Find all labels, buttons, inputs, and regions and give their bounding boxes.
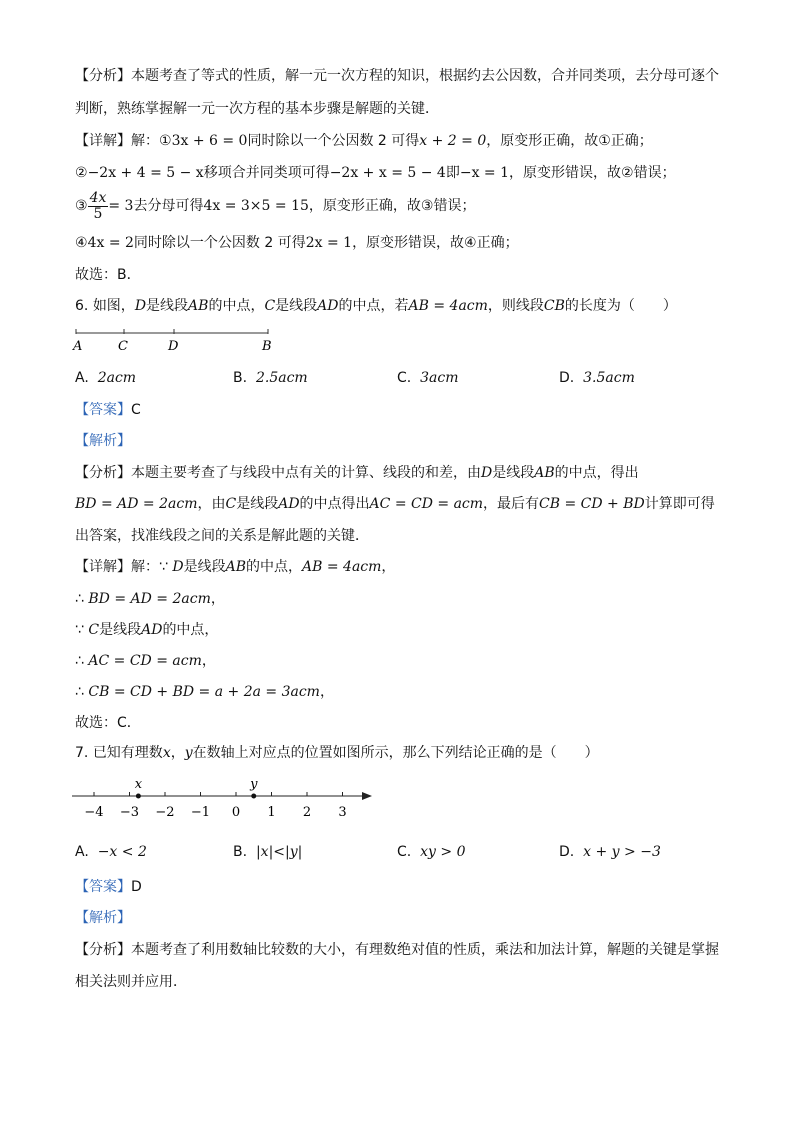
q6-analysis-line-1 <box>75 463 639 483</box>
text: 的长度为（ ） <box>564 298 677 314</box>
q6-detail-line-2 <box>75 589 225 609</box>
q7-parse-tag <box>75 908 131 928</box>
option-value: x + y > −3 <box>583 844 661 860</box>
q6-parse-tag <box>75 431 131 451</box>
choose-line <box>75 265 141 285</box>
equation: −2x + 4 = 5 − x <box>87 165 204 181</box>
text: ，则线段 <box>487 298 544 314</box>
math: AB <box>188 298 209 314</box>
text: 的中点，得出 <box>554 465 639 481</box>
because-symbol: ∵ <box>159 559 168 575</box>
equation: −2x + x = 5 − 4 <box>329 165 446 181</box>
math: x <box>162 745 171 761</box>
axis-tick-label: −3 <box>119 805 140 820</box>
analysis-text: 本题考查了等式的性质，解一元一次方程的知识，根据约去公因数，合并同类项，去分母可逐个 <box>131 68 719 84</box>
equation: CB = CD + BD <box>539 496 645 512</box>
q6-detail-line-5 <box>75 682 334 702</box>
segment-figure <box>70 326 290 358</box>
detail-line-2 <box>75 163 676 183</box>
text: 的中点，若 <box>338 298 409 314</box>
equation: −x = 1 <box>459 165 510 181</box>
axis-tick-label: 1 <box>267 805 276 820</box>
label-b: B <box>262 339 272 354</box>
analysis-tag: 【分析】 <box>75 942 131 958</box>
text: ， <box>170 745 185 761</box>
equation: AB = 4acm <box>408 298 488 314</box>
point-y-label: y <box>250 777 258 792</box>
text: ，最后有 <box>483 496 540 512</box>
text: ，原变形错误，故④正确； <box>352 235 519 251</box>
math: AD <box>317 298 339 314</box>
q6-analysis-line-2 <box>75 494 715 514</box>
math: D <box>481 465 493 481</box>
option-value: xy > 0 <box>420 844 466 860</box>
equation: CB = CD + BD = a + 2a = 3acm <box>88 684 320 700</box>
q6-answer <box>75 400 141 420</box>
answer-value: C <box>131 402 141 418</box>
math: C <box>88 622 100 638</box>
equation: 4x = 2 <box>87 235 134 251</box>
axis-tick-label: −4 <box>84 805 104 820</box>
text: ， <box>210 591 225 607</box>
option-letter: A. <box>75 844 89 860</box>
text: 是线段 <box>275 298 318 314</box>
text: 计算即可得 <box>644 496 715 512</box>
math: CB <box>543 298 565 314</box>
axis-tick-label: −1 <box>190 805 211 820</box>
equation: x + 2 = 0 <box>419 133 487 149</box>
option-letter: A. <box>75 370 89 386</box>
text: 的中点， <box>162 622 219 638</box>
option-value: 3acm <box>420 370 459 386</box>
detail-tag: 【详解】 <box>75 133 131 149</box>
axis-points <box>135 777 258 799</box>
q6-option-c[interactable] <box>397 368 459 388</box>
option-letter: B. <box>233 844 248 860</box>
choose-text: 故选：C． <box>75 715 141 731</box>
option-letter: C. <box>397 844 412 860</box>
detail-line-4 <box>75 233 519 253</box>
therefore-symbol: ∴ <box>75 653 84 669</box>
equation: 3x + 6 = 0 <box>171 133 248 149</box>
because-symbol: ∵ <box>75 622 84 638</box>
text: 出答案，找准线段之间的关系是解此题的关键． <box>75 528 369 544</box>
axis-arrow <box>362 792 372 800</box>
text: 本题考查了利用数轴比较数的大小，有理数绝对值的性质，乘法和加法计算，解题的关键是掌握 <box>131 942 719 958</box>
q6-detail-line-1 <box>75 557 395 577</box>
q6-option-b[interactable] <box>233 368 308 388</box>
q6-detail-line-4 <box>75 651 216 671</box>
q7-option-d[interactable] <box>559 842 661 862</box>
therefore-symbol: ∴ <box>75 684 84 700</box>
q7-option-b[interactable] <box>233 842 302 862</box>
q7-option-c[interactable] <box>397 842 465 862</box>
text: ， <box>381 559 396 575</box>
text: 去分母可得 <box>133 198 204 214</box>
fraction <box>88 191 109 222</box>
text: 移项合并同类项可得 <box>203 165 330 181</box>
analysis-tag: 【分析】 <box>75 465 131 481</box>
text: 即 <box>445 165 460 181</box>
equation: 2x = 1 <box>305 235 353 251</box>
question-6 <box>75 296 677 316</box>
parse-tag: 【解析】 <box>75 433 131 449</box>
option-value: −x < 2 <box>97 844 147 860</box>
q7-analysis-line-2 <box>75 972 187 992</box>
equation: AC = CD = acm <box>88 653 202 669</box>
q7-analysis-line-1 <box>75 940 719 960</box>
text: ，由 <box>197 496 226 512</box>
label-d: D <box>168 339 179 354</box>
q6-option-d[interactable] <box>559 368 635 388</box>
equation: BD = AD = 2acm <box>88 591 211 607</box>
text: 的中点得出 <box>299 496 370 512</box>
option-letter: C. <box>397 370 412 386</box>
q6-detail-line-3 <box>75 620 218 640</box>
equation: AC = CD = acm <box>369 496 484 512</box>
option-value: 3.5acm <box>583 370 635 386</box>
text: ，原变形错误，故②错误； <box>509 165 676 181</box>
q7-option-a[interactable] <box>75 842 147 862</box>
axis-tick-label: 0 <box>231 805 241 820</box>
option-value: 2.5acm <box>255 370 308 386</box>
answer-tag: 【答案】 <box>75 402 131 418</box>
text: ， <box>319 684 334 700</box>
text: ③ <box>75 198 88 214</box>
text: 是线段 <box>146 298 189 314</box>
q6-analysis-line-3 <box>75 526 369 546</box>
choose-text: 故选：B． <box>75 267 141 283</box>
point-y-dot <box>251 794 256 799</box>
math: AD <box>278 496 300 512</box>
text: ， <box>201 653 216 669</box>
text: 是线段 <box>492 465 535 481</box>
point-x-label: x <box>134 777 143 792</box>
equation: = 3 <box>108 198 134 214</box>
therefore-symbol: ∴ <box>75 591 84 607</box>
math: C <box>264 298 276 314</box>
option-letter: D. <box>559 370 575 386</box>
text: ，原变形正确，故③错误； <box>308 198 476 214</box>
analysis-line-1 <box>75 66 719 86</box>
analysis-text: 判断，熟练掌握解一元一次方程的基本步骤是解题的关键． <box>75 101 439 117</box>
axis-tick-label: 2 <box>302 805 312 820</box>
text: 同时除以一个公因数 2 可得 <box>133 235 306 251</box>
option-value: 2acm <box>97 370 137 386</box>
detail-line-1 <box>75 131 653 151</box>
math: AB <box>225 559 247 575</box>
text: 是线段 <box>183 559 226 575</box>
option-letter: D. <box>559 844 575 860</box>
answer-tag: 【答案】 <box>75 879 131 895</box>
q6-choose-line <box>75 713 141 733</box>
option-value: |x|<|y| <box>255 844 303 860</box>
text: 的中点， <box>246 559 303 575</box>
answer-value: D <box>131 879 142 895</box>
math: D <box>134 298 147 314</box>
fraction-numerator: 4x <box>89 189 107 206</box>
text: 在数轴上对应点的位置如图所示，那么下列结论正确的是（ ） <box>192 745 599 761</box>
axis-tick-label: 3 <box>338 805 347 820</box>
math: AD <box>141 622 163 638</box>
text: 已知有理数 <box>92 745 163 761</box>
detail-line-3 <box>75 190 475 222</box>
equation: AB = 4acm <box>302 559 382 575</box>
analysis-line-2 <box>75 99 439 119</box>
math: D <box>172 559 184 575</box>
question-number: 7. <box>75 745 89 761</box>
text: 是线段 <box>236 496 279 512</box>
text: ② <box>75 165 88 181</box>
math: C <box>225 496 237 512</box>
text: 解：① <box>131 133 172 149</box>
question-7 <box>75 743 599 763</box>
text: 解： <box>131 559 159 575</box>
equation: 4x = 3×5 = 15 <box>203 198 309 214</box>
point-x-dot <box>136 794 141 799</box>
option-letter: B. <box>233 370 248 386</box>
text: ④ <box>75 235 88 251</box>
analysis-tag: 【分析】 <box>75 68 131 84</box>
math: AB <box>534 465 555 481</box>
parse-tag: 【解析】 <box>75 910 131 926</box>
fraction-denominator: 5 <box>93 205 103 222</box>
text: 本题主要考查了与线段中点有关的计算、线段的和差，由 <box>131 465 481 481</box>
text: ，原变形正确，故①正确； <box>486 133 653 149</box>
text: 是线段 <box>99 622 142 638</box>
label-a: A <box>73 339 83 354</box>
text: 相关法则并应用． <box>75 974 187 990</box>
text: 同时除以一个公因数 2 可得 <box>247 133 420 149</box>
equation: BD = AD = 2acm <box>75 496 198 512</box>
math: y <box>184 745 193 761</box>
label-c: C <box>118 339 128 354</box>
number-line-figure <box>64 772 384 824</box>
q6-option-a[interactable] <box>75 368 136 388</box>
text: 如图， <box>92 298 135 314</box>
question-number: 6. <box>75 298 89 314</box>
detail-tag: 【详解】 <box>75 559 131 575</box>
axis-tick-label: −2 <box>155 805 175 820</box>
text: 的中点， <box>208 298 265 314</box>
q7-answer <box>75 877 142 897</box>
